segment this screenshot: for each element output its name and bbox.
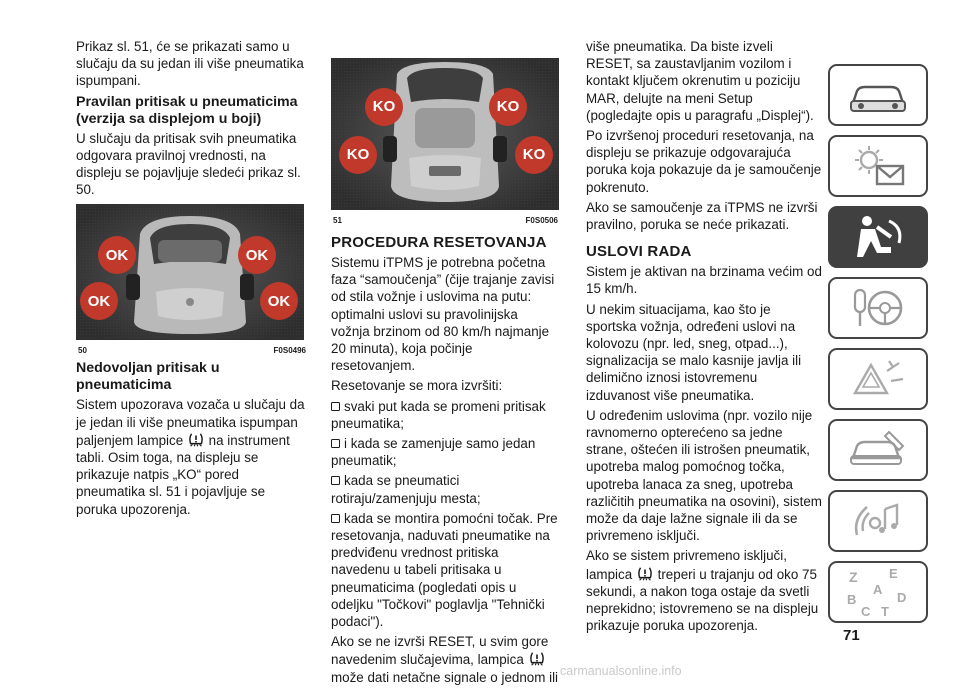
tab-media-navigation[interactable] (828, 490, 928, 552)
index-letter: B (847, 592, 857, 607)
tpms-warning-lamp-icon (528, 650, 546, 668)
paragraph-procedura: Sistemu iTPMS je potrebna početna faza “samoučenja” (čije trajanje zavisi od stila vožnje i uslovima na putu: optimalni uslovi su pravolinijska vožnja brzinom od 80 km/h najmanje 20 minuta), koja počinje resetovanjem. (331, 255, 555, 374)
paragraph-nekim-situacijama: U nekim situacijama, kao što je sportska vožnja, određeni uslovi na kolovozu (npr. led, sneg, otpad...), signalizacija se malo kasnije javlja ili delimično iznosi istovremenu izduvanost više pneumatika. (586, 301, 802, 403)
index-letter: T (881, 604, 889, 618)
list-item: svaki put kada se promeni pritisak pneumatika; (331, 398, 546, 431)
column-left (76, 38, 308, 521)
column-middle (331, 58, 560, 689)
ko-badge-rear-right: KO (515, 136, 553, 174)
car-service-icon (847, 428, 909, 472)
index-letter: Z (849, 569, 858, 585)
reset-bullet-list (331, 398, 560, 631)
watermark: carmanualsonline.info (560, 664, 682, 678)
tpms-warning-lamp-icon (187, 431, 205, 449)
figure-51-number: 51 (333, 216, 342, 225)
paragraph-nedovoljan (76, 396, 308, 517)
tab-dashboard[interactable] (828, 64, 928, 126)
figure-50-caption (76, 340, 308, 354)
ko-badge-rear-left: KO (339, 136, 377, 174)
chapter-tabs (828, 64, 930, 632)
ok-badge-front-left: OK (98, 236, 136, 274)
paragraph-po-izvrsenoj: Po izvršenoj proceduri resetovanja, na displeju se prikazuje odgovarajuća poruka koja pokazuje da je samoučenje pokrenuto. (586, 128, 822, 195)
index-letter: C (861, 604, 871, 618)
list-item: kada se montira pomoćni točak. Pre resetovanja, naduvati pneumatike na predviđenu vrednost pritiska navedenu u tabeli pritisaka u pneumaticima (pogledati opis u odeljku "Točkovi" poglavlja "Tehnički podaci"). (331, 510, 558, 630)
tpms-warning-lamp-icon (636, 565, 654, 583)
warning-triangle-icon (847, 357, 909, 401)
tab-lights-messages[interactable] (828, 135, 928, 197)
heading-uslovi-rada: USLOVI RADA (586, 243, 692, 261)
figure-51-code: F0S0506 (525, 216, 558, 225)
paragraph-nedovoljan-part-b: na instrument tabli. Osim toga, na displeju se prikazuje natpis „KO“ pored pneumatika sl. 51 i pojavljuje se poruka upozorenja. (76, 432, 290, 517)
bullet-square-icon (331, 402, 340, 411)
paragraph-continuation: više pneumatika. Da biste izveli RESET, sa zaustavljanim vozilom i kontakt ključem okrenutim u poziciju MAR, delujte na meni Setup (pogledajte opis u paragrafu „Displej“). (586, 39, 814, 123)
paragraph-ako-samoucenje: Ako se samoučenje za iTPMS ne izvrši pravilno, poruka se neće prikazati. (586, 199, 818, 233)
ko-badge-front-right: KO (489, 88, 527, 126)
car-dashboard-icon (847, 75, 909, 115)
index-letter: E (889, 566, 898, 581)
ko-badge-front-left: KO (365, 88, 403, 126)
seat-airbag-icon (847, 213, 909, 261)
paragraph-reset-intro: Resetovanje se mora izvršiti: (331, 378, 503, 394)
paragraph-odredjenim-uslovima: U određenim uslovima (npr. vozilo nije ravnomerno opterećeno sa jedne strane, oštećen ili istrošen pneumatik, upotreba malog pomoćnog točka, upotreba lanaca za sneg, upotreba različitih pneumatika na osovini), sistem može da daje lažne signale ili da se privremeno isključi. (586, 407, 822, 544)
figure-51 (331, 58, 560, 224)
tab-safety[interactable] (828, 206, 928, 268)
tab-emergency[interactable] (828, 348, 928, 410)
heading-pravilan-pritisak: Pravilan pritisak u pneumaticima (verzija sa displejom u boji) (76, 93, 298, 127)
list-item: kada se pneumatici rotiraju/zamenjuju mesta; (331, 473, 481, 506)
ok-badge-rear-left: OK (80, 282, 118, 320)
figure-50-image (76, 204, 304, 340)
ok-badge-rear-right: OK (260, 282, 298, 320)
column-right (586, 38, 822, 638)
ok-badge-front-right: OK (238, 236, 276, 274)
heading-procedura-resetovanja: PROCEDURA RESETOVANJA (331, 234, 547, 251)
tab-index[interactable] (828, 561, 928, 623)
tab-service[interactable] (828, 419, 928, 481)
figure-50-code: F0S0496 (273, 346, 306, 356)
paragraph-nedovoljan-part-a: Sistem upozorava vozača u slučaju da je jedan ili više pneumatika ispumpan paljenjem lampice (76, 397, 305, 448)
heading-nedovoljan-pritisak: Nedovoljan pritisak u pneumaticima (76, 360, 220, 394)
paragraph-iskljuci: Ako se sistem privremeno isključi, (586, 548, 787, 564)
car-illustration (126, 216, 254, 334)
list-item: i kada se zamenjuje samo jedan pneumatik; (331, 436, 536, 469)
tab-starting-driving[interactable] (828, 277, 928, 339)
index-letter: D (897, 590, 907, 605)
media-nav-icon (847, 499, 909, 543)
page-number: 71 (843, 627, 860, 644)
bullet-square-icon (331, 514, 340, 523)
paragraph-uslovi: Sistem je aktivan na brzinama većim od 15 km/h. (586, 264, 822, 297)
bullet-square-icon (331, 476, 340, 485)
paragraph-ne-izvrsi-reset: Ako se ne izvrši RESET, u svim gore navedenim slučajevima, lampica može dati netačne signale o jednom ili (331, 634, 559, 685)
figure-50 (76, 204, 308, 354)
index-letter: A (873, 582, 883, 597)
lights-message-icon (847, 144, 909, 188)
figure-51-caption (331, 210, 560, 224)
car-illustration-rear (383, 62, 507, 202)
figure-51-image (331, 58, 559, 210)
paragraph-intro: Prikaz sl. 51, će se prikazati samo u slučaju da su jedan ili više pneumatika ispumpani. (76, 39, 304, 89)
paragraph-lampica-treperi: lampica treperi u trajanju od oko 75 sekundi, a nakon toga ostaje da svetli neprekidno; istovremeno se na displeju prikazuje poruka upozorenja. (586, 566, 819, 634)
bullet-square-icon (331, 439, 340, 448)
paragraph-pravilan: U slučaju da pritisak svih pneumatika odgovara pravilnoj vrednosti, na displeju se pojavljuje sledeći prikaz sl. 50. (76, 130, 301, 198)
alphabet-index-icon (843, 566, 913, 618)
key-steering-icon (847, 286, 909, 330)
figure-50-number: 50 (78, 346, 87, 356)
